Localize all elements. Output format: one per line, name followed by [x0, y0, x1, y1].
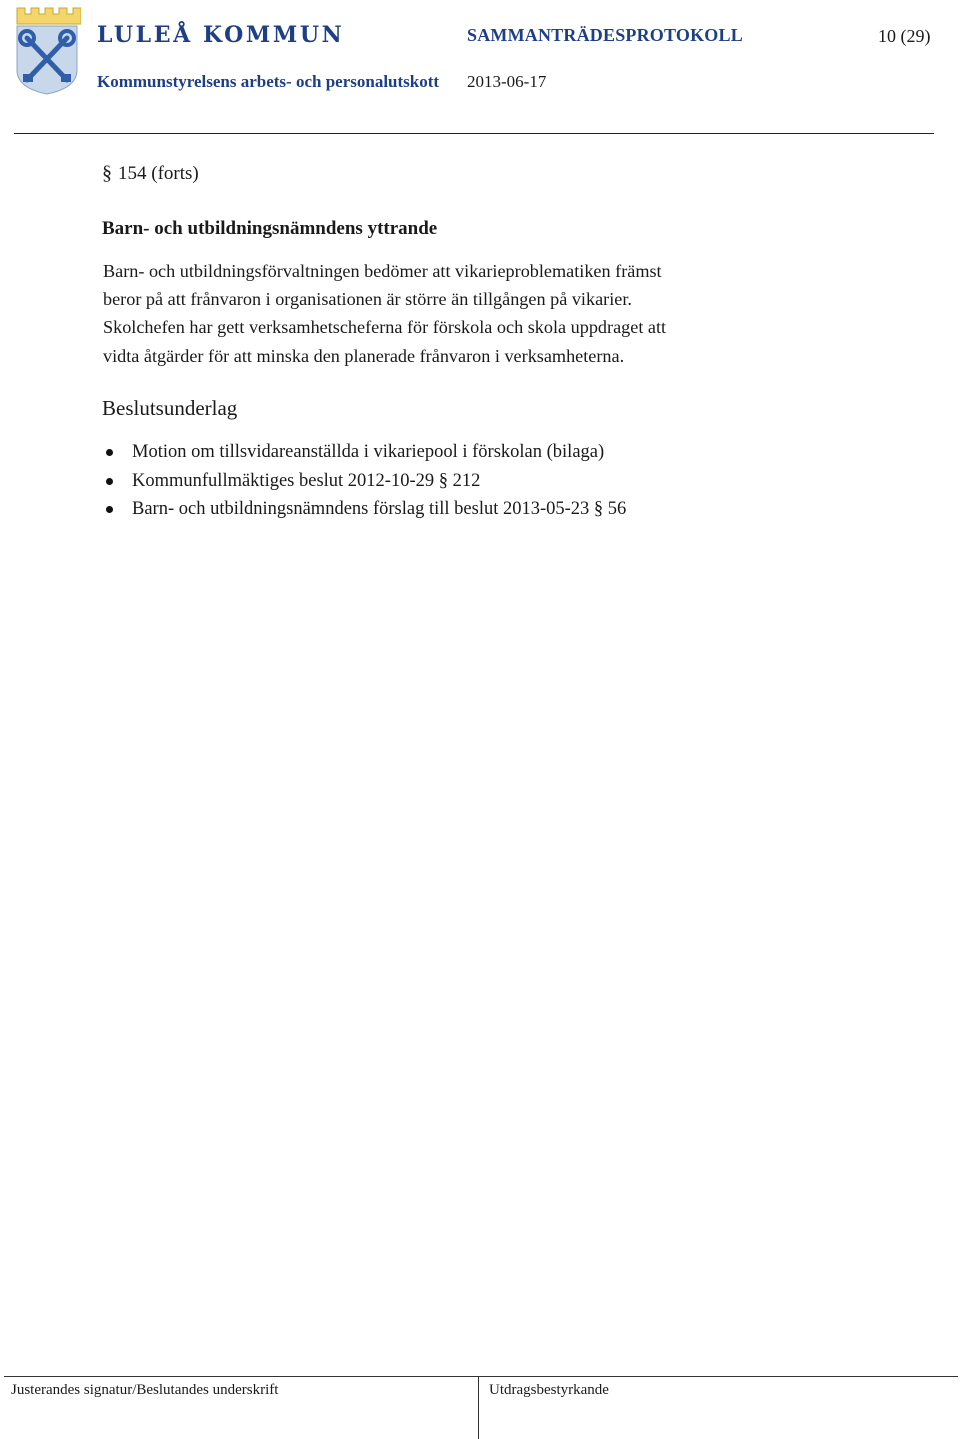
paragraph-line: vidta åtgärder för att minska den planerade frånvaron i verksamheterna.	[103, 345, 625, 366]
paragraph-line: Skolchefen har gett verksamhetscheferna för förskola och skola uppdraget att	[103, 317, 667, 338]
statement-heading: Barn- och utbildningsnämndens yttrande	[102, 218, 438, 239]
decision-basis-list	[104, 438, 626, 524]
lulea-coat-of-arms-icon	[13, 4, 81, 96]
footer-column-divider	[478, 1376, 479, 1439]
footer-divider	[4, 1376, 958, 1377]
header-divider	[14, 133, 934, 134]
decision-basis-heading: Beslutsunderlag	[102, 396, 238, 420]
statement-paragraph	[103, 257, 863, 370]
committee-name: Kommunstyrelsens arbets- och personalutskott	[97, 72, 440, 91]
section-reference	[102, 162, 199, 185]
paragraph-line: beror på att frånvaron i organisationen är större än tillgången på vikarier.	[103, 289, 632, 310]
signature-label: Justerandes signatur/Beslutandes underskrift	[11, 1382, 279, 1398]
page-number: 10 (29)	[878, 26, 931, 46]
list-item: Kommunfullmäktiges beslut 2012-10-29 § 212	[104, 467, 626, 496]
section-number: 154 (forts)	[118, 163, 199, 184]
certification-label: Utdragsbestyrkande	[489, 1382, 609, 1398]
list-item: Motion om tillsvidareanställda i vikariepool i förskolan (bilaga)	[104, 438, 626, 467]
document-type: SAMMANTRÄDESPROTOKOLL	[467, 25, 743, 45]
paragraph-line: Barn- och utbildningsförvaltningen bedömer att vikarieproblematiken främst	[103, 261, 662, 281]
municipality-name: LULEÅ KOMMUN	[97, 22, 345, 48]
section-symbol: §	[102, 162, 112, 184]
meeting-date: 2013-06-17	[467, 72, 547, 91]
list-item: Barn- och utbildningsnämndens förslag till beslut 2013-05-23 § 56	[104, 495, 626, 524]
